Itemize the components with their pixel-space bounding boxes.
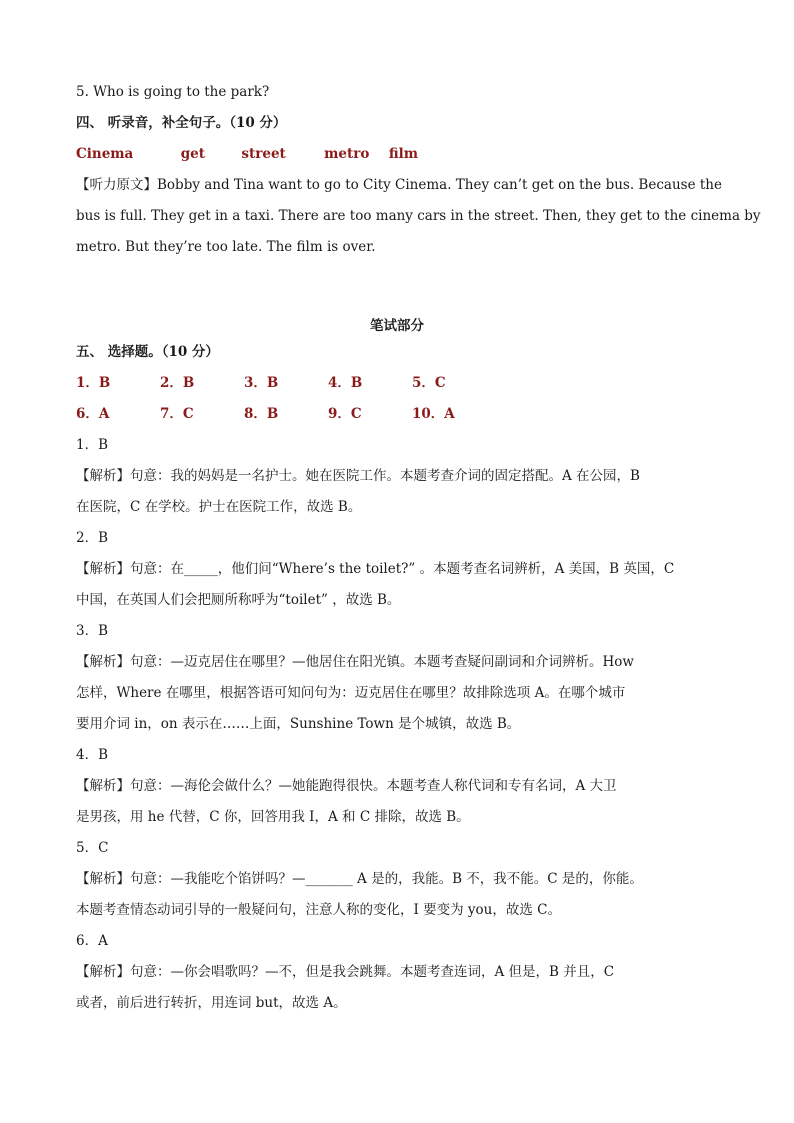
answer-key-item: 10．A — [412, 406, 455, 422]
word-bank-item: film — [388, 146, 419, 162]
word-bank — [76, 144, 746, 164]
explanation-line: 【解析】句意：在_____，他们问“Where’s the toilet?” 。本题考查名词辨析，A 美国，B 英国，C — [76, 561, 675, 577]
explanation-line: 中国，在英国人们会把厕所称呼为“toilet” ，故选 B。 — [76, 592, 401, 608]
answer-key-row — [76, 373, 746, 393]
transcript-line: bus is full. They get in a taxi. There are too many cars in the street. Then, they get to the cinema by — [76, 208, 761, 224]
answer-key-item: 5．C — [412, 375, 446, 391]
word-bank-item: get — [180, 146, 205, 162]
answer-key-item: 8．B — [244, 406, 279, 422]
answer-key-row — [76, 404, 746, 424]
transcript-line: 【听力原文】Bobby and Tina want to go to City Cinema. They can’t get on the bus. Because the — [76, 177, 722, 193]
answer-key-item: 9．C — [328, 406, 362, 422]
answer-key-item: 2．B — [160, 375, 195, 391]
written-heading: 笔试部分 — [370, 318, 424, 334]
word-bank-item: street — [241, 146, 286, 162]
explanation-line: 【解析】句意：我的妈妈是一名护士。她在医院工作。本题考查介词的固定搭配。A 在公园，B — [76, 468, 640, 484]
explanation-line: 【解析】句意：—你会唱歌吗？—不，但是我会跳舞。本题考查连词，A 但是，B 并且，C — [76, 964, 615, 980]
section-5-title: 五、 选择题。（10 分） — [76, 344, 219, 360]
explanation-line: 是男孩，用 he 代替，C 你，回答用我 I，A 和 C 排除，故选 B。 — [76, 809, 470, 825]
explanation-line: 【解析】句意：—迈克居住在哪里？—他居住在阳光镇。本题考查疑问副词和介词辨析。How — [76, 654, 634, 670]
answer-key-item: 4．B — [328, 375, 363, 391]
explanation-line: 3．B — [76, 623, 109, 639]
answer-key-item: 6．A — [76, 406, 110, 422]
answer-key-item: 1．B — [76, 375, 111, 391]
word-bank-item: metro — [324, 146, 370, 162]
word-bank-item: Cinema — [76, 146, 134, 162]
explanation-line: 要用介词 in，on 表示在……上面，Sunshine Town 是个城镇，故选 B。 — [76, 716, 521, 732]
explanation-line: 本题考查情态动词引导的一般疑问句，注意人称的变化，I 要变为 you，故选 C。 — [76, 902, 561, 918]
explanation-line: 2．B — [76, 530, 109, 546]
transcript-line: metro. But they’re too late. The film is over. — [76, 239, 376, 255]
explanation-line: 【解析】句意：—我能吃个馅饼吗？—_______ A 是的，我能。B 不，我不能。C 是的，你能。 — [76, 871, 643, 887]
explanation-line: 6．A — [76, 933, 108, 949]
explanation-line: 或者，前后进行转折，用连词 but，故选 A。 — [76, 995, 347, 1011]
answer-key-item: 3．B — [244, 375, 279, 391]
answer-key-item: 7．C — [160, 406, 194, 422]
explanation-line: 在医院，C 在学校。护士在医院工作，故选 B。 — [76, 499, 362, 515]
explanation-line: 怎样，Where 在哪里，根据答语可知问句为：迈克居住在哪里？故排除选项 A。在哪个城市 — [76, 685, 626, 701]
section-4-title: 四、 听录音，补全句子。（10 分） — [76, 115, 287, 131]
explanation-line: 5．C — [76, 840, 109, 856]
explanation-line: 4．B — [76, 747, 109, 763]
explanation-line: 【解析】句意：—海伦会做什么？—她能跑得很快。本题考查人称代词和专有名词，A 大卫 — [76, 778, 617, 794]
explanation-line: 1．B — [76, 437, 109, 453]
question-5: 5. Who is going to the park? — [76, 84, 270, 100]
